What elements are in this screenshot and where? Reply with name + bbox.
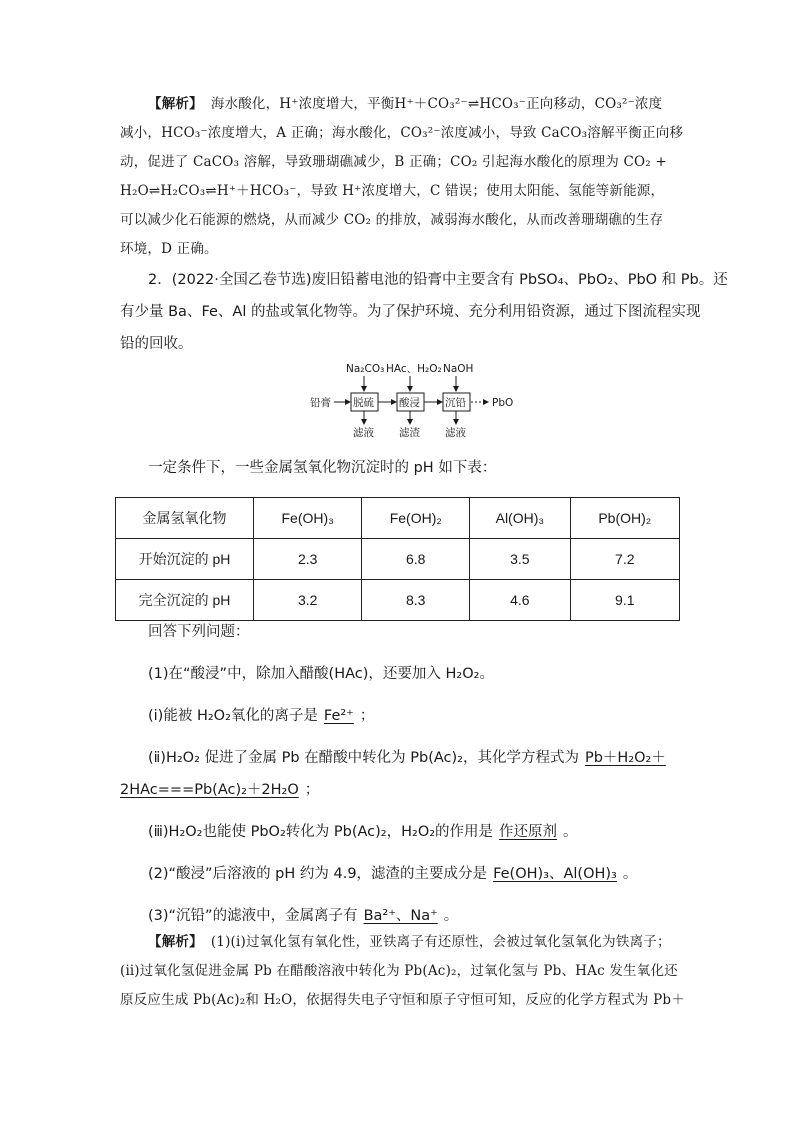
question-1: (1)在“酸浸”中，除加入醋酸(HAc)，还要加入 H₂O₂。 [148,666,494,682]
flow-output-label: 滤渣 [399,427,420,439]
table-header-cell: 金属氢氧化物 [116,498,254,539]
sub-questions [120,616,680,932]
table-cell: 开始沉淀的 pH [116,539,254,580]
answer-blank: 作还原剂 [499,824,558,840]
analysis-line: (ⅱ)过氧化氢促进金属 Pb 在醋酸溶液中转化为 Pb(Ac)₂，过氧化氢与 Pb、HAc 发生氧化还 [120,963,678,979]
table-header-row [116,498,680,539]
table-cell: 3.5 [470,539,570,580]
answer-blank: 2HAc===Pb(Ac)₂＋2H₂O [120,782,299,798]
question-line: 有少量 Ba、Fe、Al 的盐或氧化物等。为了保护环境、充分利用铅资源，通过下图流程实现 [120,304,701,320]
analysis-line: 【解析】 (1)(ⅰ)过氧化氢有氧化性，亚铁离子有还原性，会被过氧化氢氧化为铁离子； [148,934,671,950]
question-2-stem [120,264,728,360]
table-header-cell: Al(OH)₃ [470,498,570,539]
table-cell: 3.2 [254,580,362,621]
ph-table [115,497,680,621]
flow-step-label: 沉铅 [445,397,466,409]
table-header-cell: Fe(OH)₃ [254,498,362,539]
table-cell: 6.8 [362,539,470,580]
question-1-ii-cont: 2HAc===Pb(Ac)₂＋2H₂O ； [120,782,320,798]
table-cell: 2.3 [254,539,362,580]
answer-blank: Fe(OH)₃、Al(OH)₃ [493,866,617,882]
table-cell: 完全沉淀的 pH [116,580,254,621]
question-line: 铅的回收。 [120,336,193,352]
analysis-block-2 [120,928,685,1015]
flow-product-label: PbO [492,397,514,409]
question-3: (3)“沉铅”的滤液中，金属离子有 Ba²⁺、Na⁺ 。 [148,908,459,924]
analysis-line: 减小，HCO₃⁻浓度增大，A 正确；海水酸化，CO₃²⁻浓度减小，导致 CaCO₃溶解平衡正向移 [120,125,684,141]
flow-output-label: 滤液 [445,427,466,439]
analysis-line: 可以减少化石能源的燃烧，从而减少 CO₂ 的排放，减弱海水酸化，从而改善珊瑚礁的生存 [120,212,664,228]
answer-intro: 回答下列问题： [148,624,250,640]
flow-step-label: 脱硫 [353,397,374,409]
table-intro: 一定条件下，一些金属氢氧化物沉淀时的 pH 如下表： [148,460,497,476]
table-header-cell: Fe(OH)₂ [362,498,470,539]
table-cell: 8.3 [362,580,470,621]
answer-blank: Ba²⁺、Na⁺ [363,908,438,924]
flow-reagent-label: Na₂CO₃ [346,363,385,375]
flow-reagent-label: HAc、H₂O₂ [386,363,442,375]
analysis-label: 【解析】 [148,934,203,950]
flow-output-label: 滤液 [353,427,374,439]
flow-step-label: 酸浸 [399,397,420,409]
process-flowchart [300,358,540,442]
flow-start-label: 铅膏 [310,397,331,409]
analysis-block-1 [120,90,684,264]
flow-reagent-label: NaOH [443,363,474,375]
table-cell: 4.6 [470,580,570,621]
table-row [116,580,680,621]
analysis-line: H₂O⇌H₂CO₃⇌H⁺＋HCO₃⁻，导致 H⁺浓度增大，C 错误；使用太阳能、氢能等新能源， [120,183,665,199]
table-cell: 9.1 [570,580,679,621]
question-2: (2)“酸浸”后溶液的 pH 约为 4.9，滤渣的主要成分是 Fe(OH)₃、Al(OH)₃ 。 [148,866,638,882]
analysis-line: 环境，D 正确。 [120,241,218,257]
analysis-line: 动，促进了 CaCO₃ 溶解，导致珊瑚礁减少，B 正确；CO₂ 引起海水酸化的原理为 CO₂ + [120,154,667,170]
answer-blank: Fe²⁺ [323,708,354,724]
analysis-line: 原反应生成 Pb(Ac)₂和 H₂O，依据得失电子守恒和原子守恒可知，反应的化学方程式为 Pb＋ [120,992,685,1008]
table-row [116,539,680,580]
question-1-ii: (ⅱ)H₂O₂ 促进了金属 Pb 在醋酸中转化为 Pb(Ac)₂，其化学方程式为 Pb＋H₂O₂＋ [120,742,680,774]
question-1-i: (ⅰ)能被 H₂O₂氧化的离子是 Fe²⁺ ； [148,708,375,724]
question-1-iii: (ⅲ)H₂O₂也能使 PbO₂转化为 Pb(Ac)₂，H₂O₂的作用是 作还原剂 。 [148,824,578,840]
table-cell: 7.2 [570,539,679,580]
analysis-label: 【解析】 [148,96,203,112]
analysis-line: 【解析】 海水酸化，H⁺浓度增大，平衡H⁺＋CO₃²⁻⇌HCO₃⁻正向移动，CO₃²⁻浓度 [148,96,663,112]
answer-blank: Pb＋H₂O₂＋ [584,750,666,766]
table-header-cell: Pb(OH)₂ [570,498,679,539]
question-line: 2．(2022·全国乙卷节选)废旧铅蓄电池的铅膏中主要含有 PbSO₄、PbO₂、PbO 和 Pb。还 [148,272,728,288]
